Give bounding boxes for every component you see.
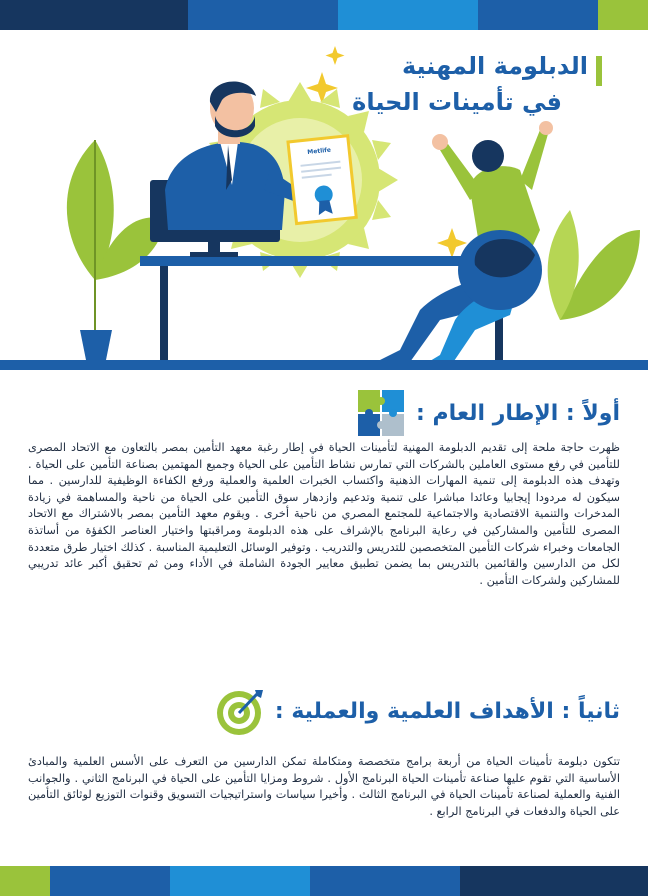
top-color-bar [0, 0, 648, 30]
target-icon [215, 686, 265, 736]
plant-left [67, 140, 165, 360]
hero-illustration [0, 30, 648, 375]
section1-heading: أولاً : الإطار العام : [415, 400, 620, 426]
hero-title [338, 48, 588, 120]
certificate-icon [288, 136, 356, 224]
floor-line [0, 360, 648, 370]
section2-heading: ثانياً : الأهداف العلمية والعملية : [274, 698, 620, 724]
section2-body: تتكون دبلومة تأمينات الحياة من أربعة برامج متخصصة ومتكاملة تمكن الدارسين من التعرف على الأسس العلمية والمبادئ الأساسية التي تقوم عليها صناعة تأمينات الحياة البرنامج الأول . شروط ومزايا التأمين على الحياة في البرنامج الثاني . والجوانب الفنية والعملية لصناعة تأمينات الحياة في البرنامج الثالث . وأخيرا سياسات واستراتيجيات التسويق وقنوات التوزيع لوثائق التأمين على الحياة والدفعات في البرنامج الرابع . [28, 755, 620, 818]
section2-heading-row [215, 686, 620, 736]
plant-right [548, 210, 640, 320]
hero-title-line2: في تأمينات الحياة [352, 88, 562, 116]
title-accent-bar [596, 56, 602, 86]
woman-figure [380, 121, 553, 370]
section1-heading-row [356, 388, 620, 438]
bottom-color-bar [0, 866, 648, 896]
certificate-brand: Metlife [306, 146, 332, 157]
puzzle-icon [356, 388, 406, 438]
section1-body: ظهرت حاجة ملحة إلى تقديم الدبلومة المهنية لتأمينات الحياة في إطار رغبة معهد التأمين بمصر بالتعاون مع الاتحاد المصرى للتأمين في رفع مستوى العاملين بالشركات التي تمارس نشاط التأمين على الحياة وجميع المهتمين بصناعة التأمين على الحياة . وتهدف هذه الدبلومة إلى تنمية المهارات الذهنية واكتساب الخبرات العلمية والعملية ورفع الكفاءة الوظيفية للدارسين . مما سيكون له مردودا إيجابيا وعائدا مباشرا على تنمية وتدعيم وازدهار سوق التأمين على الحياة من ناحية والمساهمة في زيادة المدخرات والتنمية الاقتصادية والاجتماعية للمجتمع المصري من ناحية أخرى . ويقوم معهد التأمين بمصر بالاشتراك مع الاتحاد المصرى للتأمين والمشاركين في رعاية البرنامج بالإشراف على هذه الدبلومة ومراقبتها واختيار العناصر الكفؤة من أساتذة الجامعات وخبراء شركات التأمين المتخصصين للتدريس والتدريب . وتوفير الوسائل التعليمية المناسبة . كذلك اختيار طرق متعددة لكل من الدارسين والقائمين بالتدريس بما يضمن تطبيق معايير الجودة الشاملة في الأداء ومن ثم تحقيق أكبر عائد تدريبي للمشاركين ولشركات التأمين . [28, 441, 620, 587]
hero-title-line1: الدبلومة المهنية [401, 52, 588, 80]
